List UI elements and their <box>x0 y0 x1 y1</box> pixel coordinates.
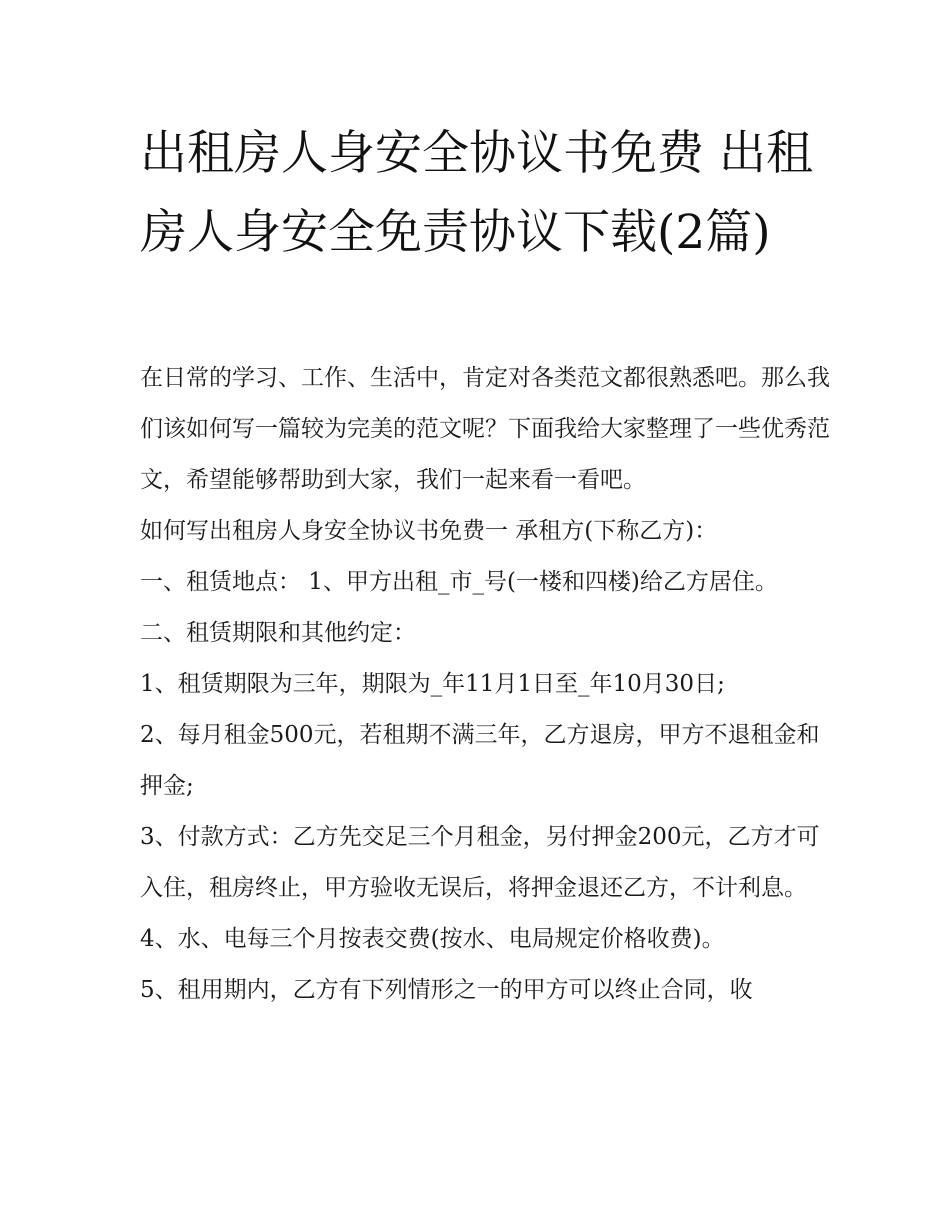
paragraph-intro: 在日常的学习、工作、生活中，肯定对各类范文都很熟悉吧。那么我们该如何写一篇较为完美的范文呢？下面我给大家整理了一些优秀范文，希望能够帮助到大家，我们一起来看一看吧。 <box>140 365 830 493</box>
paragraph-term-4: 4、水、电每三个月按表交费(按水、电局规定价格收费)。 <box>140 926 725 952</box>
paragraph-location: 一、租赁地点： 1、甲方出租_市_号(一楼和四楼)给乙方居住。 二、租赁期限和其他约定： <box>140 569 778 646</box>
paragraph-term-2: 2、每月租金500元，若租期不满三年，乙方退房，甲方不退租金和押金; <box>140 722 820 799</box>
document-body <box>140 353 830 1016</box>
paragraph-heading: 如何写出租房人身安全协议书免费一 承租方(下称乙方)： <box>140 518 718 544</box>
paragraph-term-1: 1、租赁期限为三年，期限为_年11月1日至_年10月30日; <box>140 671 725 697</box>
document-title: 出租房人身安全协议书免费 出租房人身安全免责协议下载(2篇) <box>140 126 813 260</box>
paragraph-term-3: 3、付款方式：乙方先交足三个月租金，另付押金200元，乙方才可入住，租房终止，甲方验收无误后，将押金退还乙方，不计利息。 <box>140 824 820 901</box>
paragraph-term-5: 5、租用期内，乙方有下列情形之一的甲方可以终止合同，收 <box>140 977 753 1003</box>
